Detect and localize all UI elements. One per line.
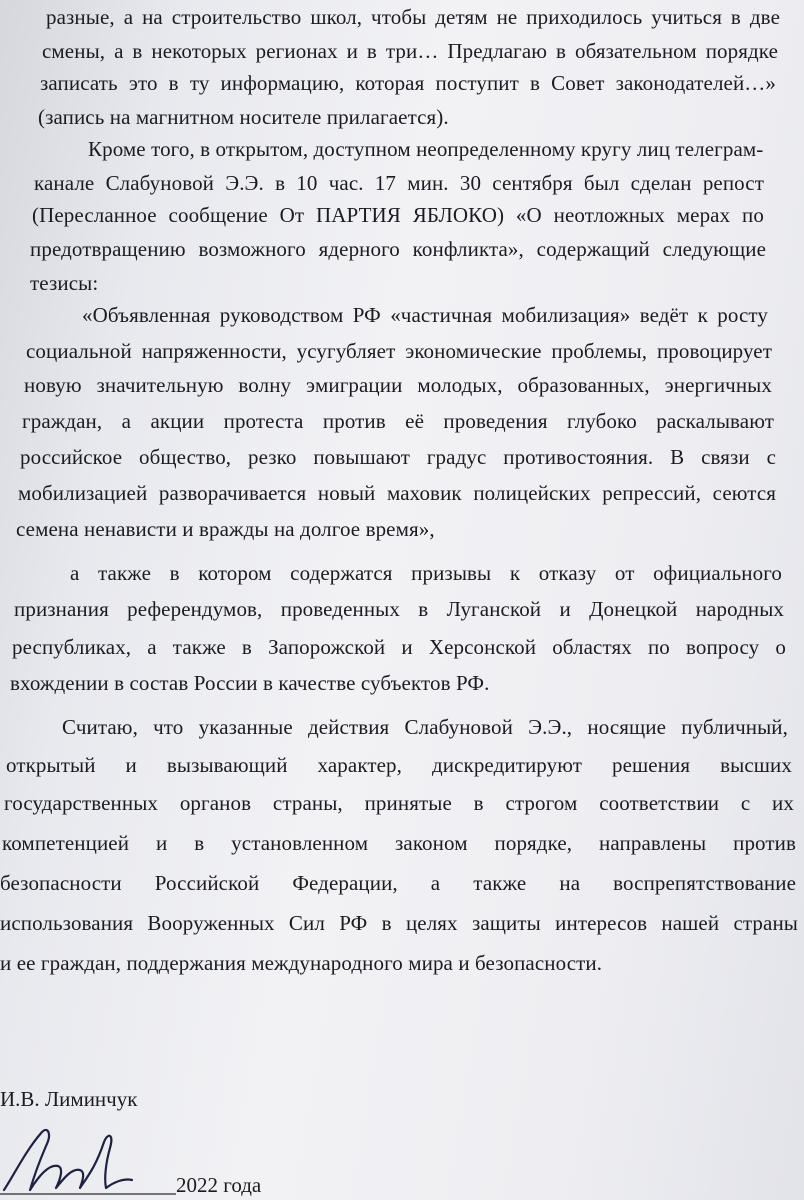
- text-line: тезисы:: [30, 271, 99, 295]
- text-line: использования Вооруженных Сил РФ в целях защиты интересов нашей страны: [0, 911, 798, 935]
- text-line: граждан, а акции протеста против её проведения глубоко раскалывают: [22, 409, 774, 433]
- text-line: смены, а в некоторых регионах и в три… Предлагаю в обязательном порядке: [42, 39, 778, 63]
- signature-block: [0, 1080, 804, 1200]
- text-line: Кроме того, в открытом, доступном неопределенному кругу лиц телеграм-: [88, 137, 764, 161]
- text-line: Считаю, что указанные действия Слабуновой Э.Э., носящие публичный,: [62, 715, 788, 739]
- text-line: (запись на магнитном носителе прилагается).: [38, 105, 449, 129]
- text-line: признания референдумов, проведенных в Луганской и Донецкой народных: [14, 597, 784, 621]
- text-line: (Пересланное сообщение От ПАРТИЯ ЯБЛОКО) «О неотложных мерах по: [32, 203, 764, 227]
- text-line: вхождении в состав России в качестве субъектов РФ.: [10, 671, 490, 695]
- text-line: а также в котором содержатся призывы к отказу от официального: [70, 561, 782, 585]
- text-line: республиках, а также в Запорожской и Херсонской областях по вопросу о: [12, 635, 786, 659]
- handwritten-signature: [0, 1120, 200, 1200]
- text-line: предотвращению возможного ядерного конфликта», содержащий следующие: [30, 237, 766, 261]
- text-line: новую значительную волну эмиграции молодых, образованных, энергичных: [24, 373, 772, 397]
- signature-date: 2022 года: [176, 1173, 262, 1197]
- text-line: «Объявленная руководством РФ «частичная мобилизация» ведёт к росту: [82, 303, 768, 327]
- text-line: разные, а на строительство школ, чтобы детям не приходилось учиться в две: [46, 5, 780, 29]
- text-line: открытый и вызывающий характер, дискредитируют решения высших: [6, 753, 792, 777]
- text-line: записать это в ту информацию, которая поступит в Совет законодателей…»: [40, 71, 776, 95]
- text-line: компетенцией и в установленном законом порядке, направлены против: [2, 831, 796, 855]
- signatory-name: И.В. Лиминчук: [0, 1087, 138, 1111]
- text-line: канале Слабуновой Э.Э. в 10 час. 17 мин. 30 сентября был сделан репост: [34, 171, 764, 195]
- text-line: социальной напряженности, усугубляет экономические проблемы, провоцирует: [26, 339, 772, 363]
- text-line: государственных органов страны, принятые в строгом соответствии с их: [4, 791, 794, 815]
- text-line: российское общество, резко повышают градус противостояния. В связи с: [20, 445, 776, 469]
- text-line: мобилизацией разворачивается новый маховик полицейских репрессий, сеются: [18, 481, 776, 505]
- text-line: семена ненависти и вражды на долгое время»,: [16, 517, 435, 541]
- text-line: безопасности Российской Федерации, а также на воспрепятствование: [0, 871, 796, 895]
- text-line: и ее граждан, поддержания международного мира и безопасности.: [0, 951, 603, 975]
